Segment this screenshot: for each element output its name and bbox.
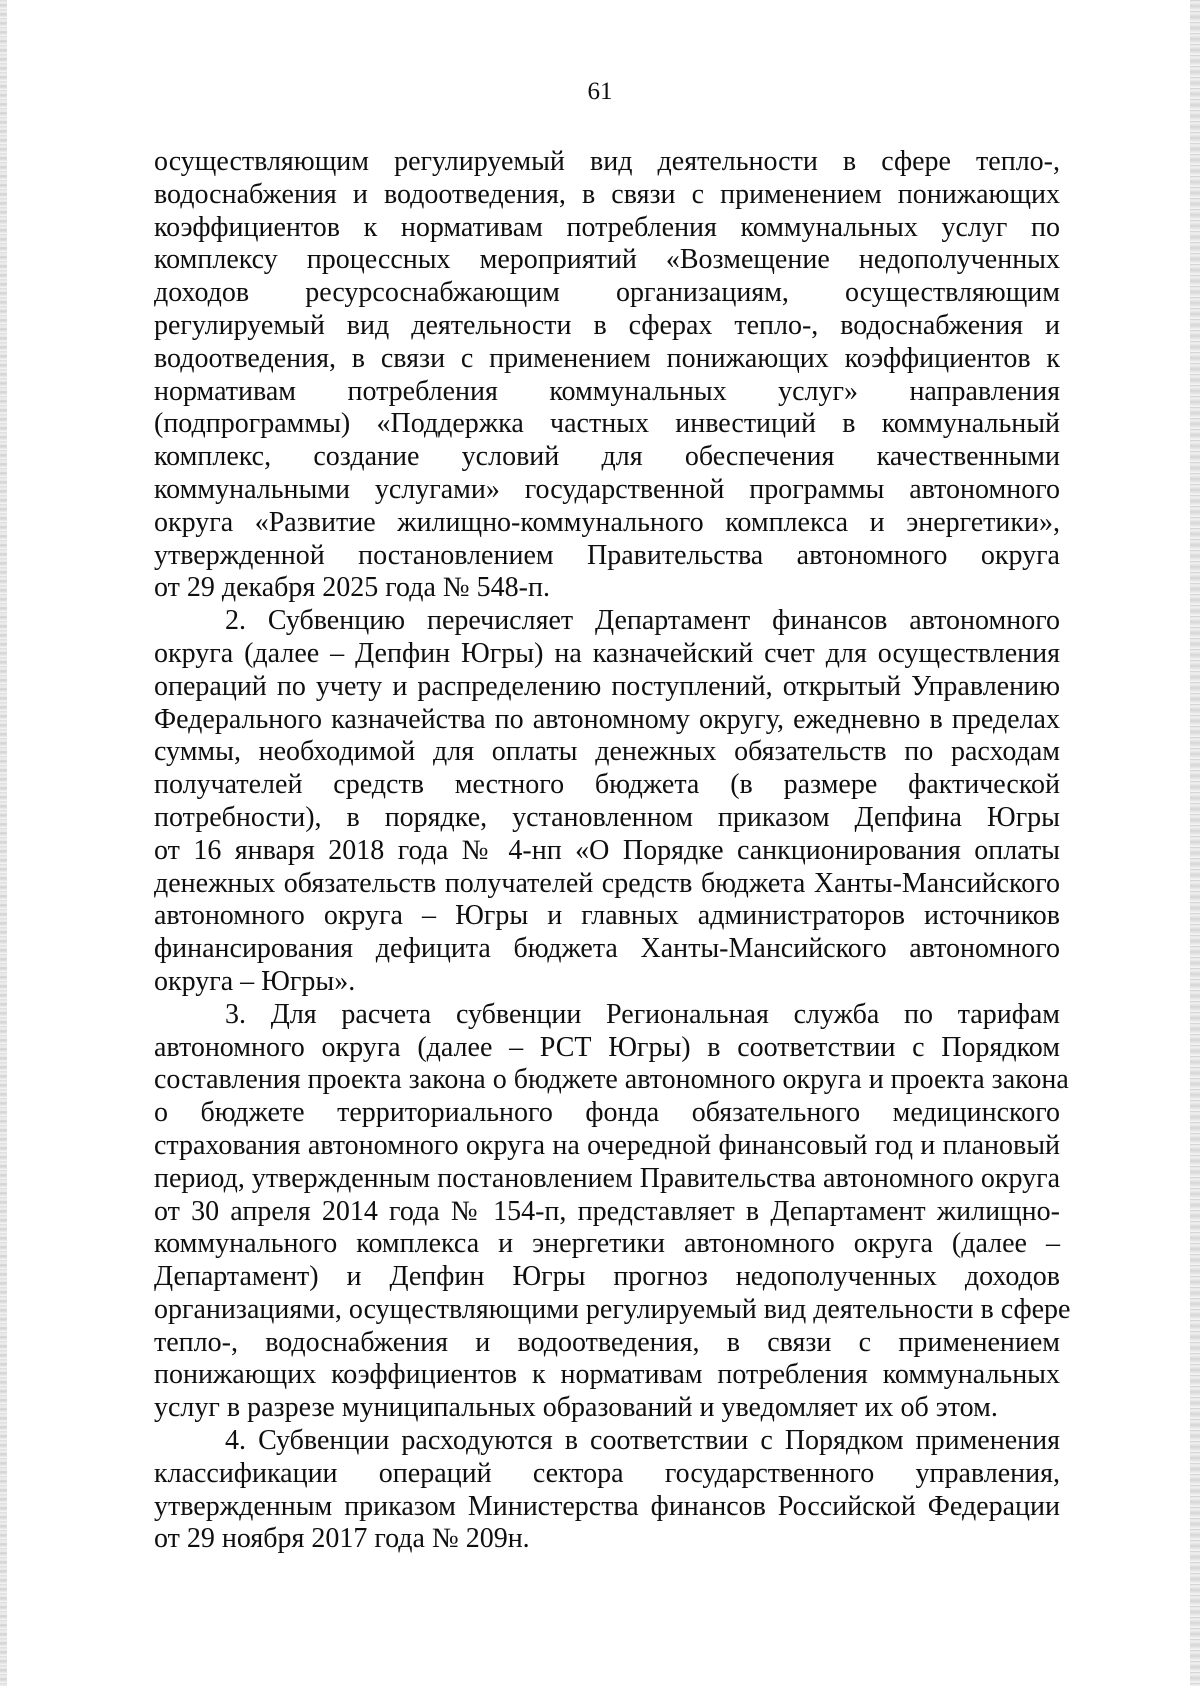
- text-line: водоотведения, в связи с применением понижающих коэффициентов к: [154, 342, 1060, 374]
- text-line: (подпрограммы) «Поддержка частных инвестиций в коммунальный: [154, 408, 1060, 440]
- text-line: от 30 апреля 2014 года № 154-п, представляет в Департамент жилищно-: [154, 1195, 1060, 1227]
- text-line: 2. Субвенцию перечисляет Департамент финансов автономного: [225, 605, 1060, 637]
- text-line: услуг в разрезе муниципальных образований и уведомляет их об этом.: [154, 1392, 998, 1424]
- text-line: 4. Субвенции расходуются в соответствии с Порядком применения: [225, 1425, 1060, 1457]
- text-line: нормативам потребления коммунальных услуг» направления: [154, 375, 1060, 407]
- document-body: [154, 146, 1071, 1556]
- scan-edge-right: [1190, 0, 1200, 1686]
- text-line: финансирования дефицита бюджета Ханты-Мансийского автономного: [154, 933, 1060, 965]
- text-line: от 29 ноября 2017 года № 209н.: [154, 1523, 530, 1555]
- text-line: 3. Для расчета субвенции Региональная служба по тарифам: [225, 998, 1060, 1030]
- text-line: автономного округа (далее – РСТ Югры) в соответствии с Порядком: [154, 1031, 1060, 1063]
- text-line: организациями, осуществляющими регулируемый вид деятельности в сфере: [154, 1293, 1071, 1325]
- text-line: автономного округа – Югры и главных администраторов источников: [154, 900, 1060, 932]
- text-line: денежных обязательств получателей средств бюджета Ханты-Мансийского: [154, 867, 1060, 899]
- paragraph-item-3: [154, 998, 1071, 1425]
- scan-edge-left: [0, 0, 7, 1686]
- text-line: суммы, необходимой для оплаты денежных обязательств по расходам: [154, 736, 1060, 768]
- text-line: период, утвержденным постановлением Правительства автономного округа: [154, 1162, 1060, 1194]
- text-line: коэффициентов к нормативам потребления коммунальных услуг по: [154, 211, 1060, 243]
- text-line: страхования автономного округа на очередной финансовый год и плановый: [154, 1129, 1060, 1161]
- text-line: утвержденной постановлением Правительства автономного округа: [154, 539, 1060, 571]
- paragraph-continuation: [154, 146, 1060, 605]
- text-line: коммунального комплекса и энергетики автономного округа (далее –: [154, 1228, 1060, 1260]
- text-line: Федерального казначейства по автономному округу, ежедневно в пределах: [154, 703, 1060, 735]
- text-line: комплекс, создание условий для обеспечения качественными: [154, 441, 1060, 473]
- text-line: округа «Развитие жилищно-коммунального комплекса и энергетики»,: [154, 506, 1060, 538]
- text-line: комплексу процессных мероприятий «Возмещение недополученных: [154, 244, 1060, 276]
- text-line: округа – Югры».: [154, 965, 356, 997]
- text-line: получателей средств местного бюджета (в размере фактической: [154, 769, 1060, 801]
- text-line: от 16 января 2018 года № 4-нп «О Порядке санкционирования оплаты: [154, 834, 1060, 866]
- text-line: от 29 декабря 2025 года № 548-п.: [154, 572, 550, 604]
- paragraph-item-4: [154, 1425, 1060, 1556]
- text-line: тепло-, водоснабжения и водоотведения, в связи с применением: [154, 1326, 1060, 1358]
- page-number: 61: [587, 78, 613, 105]
- text-line: о бюджете территориального фонда обязательного медицинского: [154, 1097, 1060, 1129]
- text-line: доходов ресурсоснабжающим организациям, осуществляющим: [154, 277, 1060, 309]
- text-line: водоснабжения и водоотведения, в связи с применением понижающих: [154, 178, 1060, 210]
- text-line: утвержденным приказом Министерства финансов Российской Федерации: [154, 1490, 1060, 1522]
- text-line: классификации операций сектора государственного управления,: [154, 1457, 1060, 1489]
- text-line: потребности), в порядке, установленном приказом Депфина Югры: [154, 801, 1060, 833]
- text-line: регулируемый вид деятельности в сферах тепло-, водоснабжения и: [154, 309, 1060, 341]
- text-line: Департамент) и Депфин Югры прогноз недополученных доходов: [154, 1261, 1060, 1293]
- text-line: операций по учету и распределению поступлений, открытый Управлению: [154, 670, 1060, 702]
- text-line: понижающих коэффициентов к нормативам потребления коммунальных: [154, 1359, 1060, 1391]
- text-line: округа (далее – Депфин Югры) на казначейский счет для осуществления: [154, 637, 1060, 669]
- paragraph-item-2: [154, 605, 1060, 999]
- text-line: осуществляющим регулируемый вид деятельности в сфере тепло-,: [154, 146, 1060, 177]
- text-line: коммунальными услугами» государственной программы автономного: [154, 473, 1060, 505]
- text-line: составления проекта закона о бюджете автономного округа и проекта закона: [154, 1064, 1069, 1096]
